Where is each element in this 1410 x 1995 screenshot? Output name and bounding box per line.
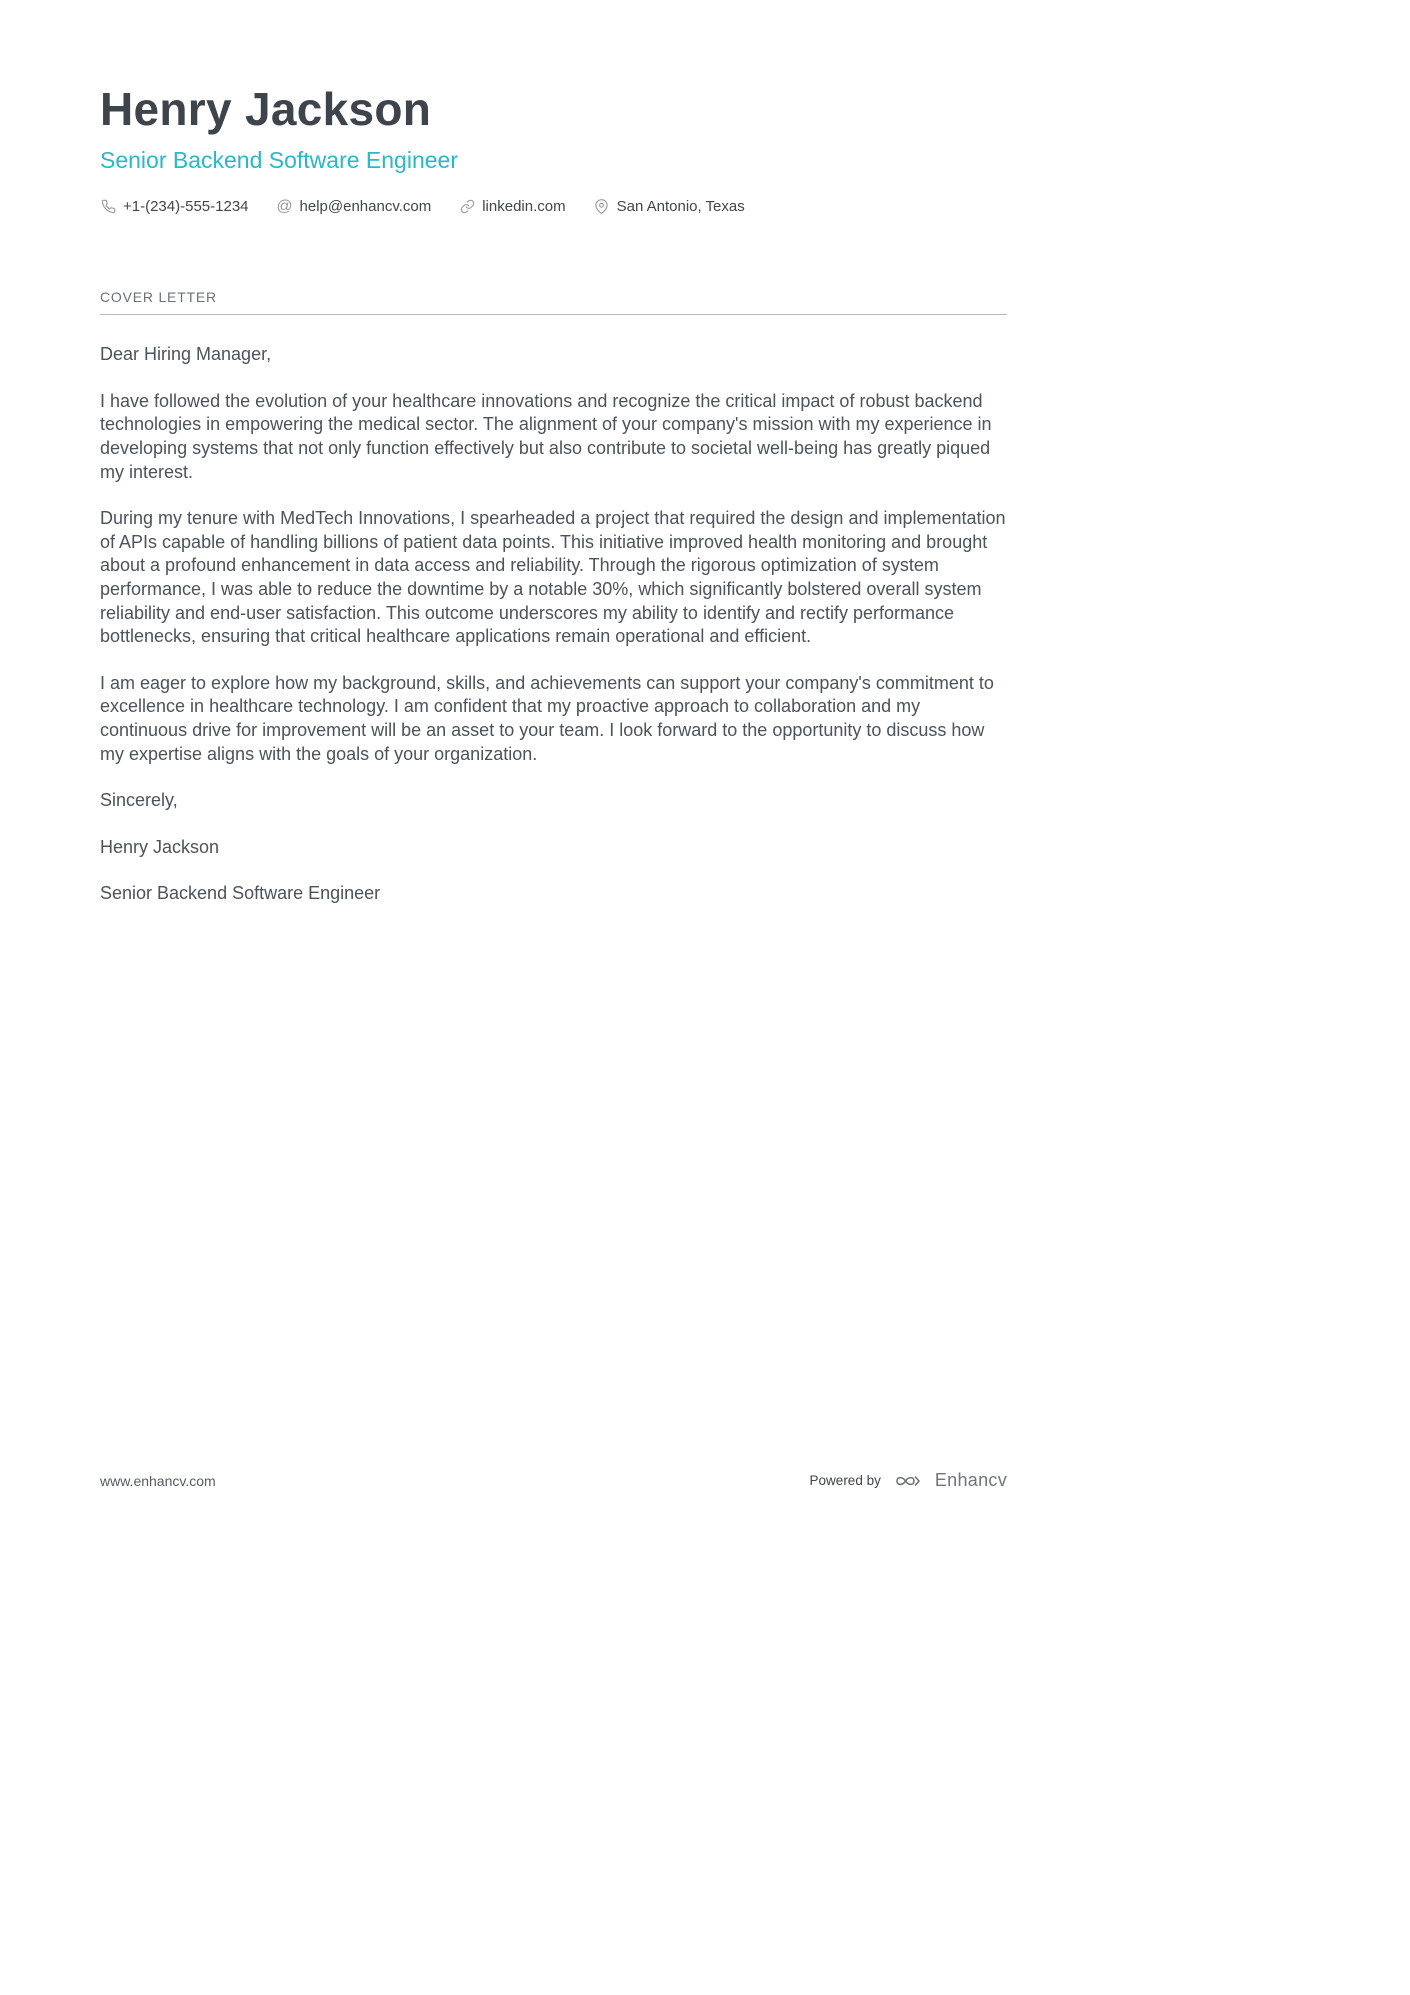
footer-website: www.enhancv.com [100,1472,216,1489]
person-name: Henry Jackson [100,83,432,135]
salutation: Dear Hiring Manager, [100,344,272,365]
contact-location [594,198,745,215]
contact-location-text: San Antonio, Texas [616,198,745,216]
paragraph-2: During my tenure with MedTech Innovations, I spearheaded a project that required the design and implementation of APIs capable of handling billions of patient data points. This initiative improved health monitoring and brought about a profound enhancement in data access and reliability. Through the rigorous optimization of system performance, I was able to reduce the downtime by a notable 30%, which significantly bolstered overall system reliability and end-user satisfaction. This outcome underscores my ability to identify and rectify performance bottlenecks, ensuring that critical healthcare applications remain operational and efficient. [100,508,1006,647]
contact-email-text: help@enhancv.com [299,198,432,216]
contact-email [277,198,432,215]
location-icon [594,199,610,215]
paragraph-3: I am eager to explore how my background, skills, and achievements can support your company's commitment to excellence in healthcare technology. I am confident that my proactive approach to collaboration and my continuous drive for improvement will be an asset to your team. I look forward to the opportunity to discuss how my expertise aligns with the goals of your organization. [100,672,994,764]
letter-content [100,84,1007,929]
enhancv-logo-icon [893,1471,923,1491]
closing: Sincerely, [100,790,178,811]
person-job-title: Senior Backend Software Engineer [100,146,458,173]
contact-row [100,198,1007,215]
brand-name: Enhancv [934,1470,1007,1490]
phone-icon [100,199,116,215]
contact-phone-text: +1-(234)-555-1234 [123,198,249,216]
section-label: COVER LETTER [100,289,217,306]
email-icon: @ [276,197,293,215]
powered-by-label: Powered by [809,1473,881,1488]
paragraph-1: I have followed the evolution of your healthcare innovations and recognize the critical impact of robust backend technologies in empowering the medical sector. The alignment of your company's mission with my experience in developing systems that not only function effectively but also contribute to societal well-being has greatly piqued my interest. [100,390,992,482]
contact-linkedin-text: linkedin.com [482,198,566,216]
page-footer [100,1470,1007,1491]
section-divider [100,314,1007,315]
contact-linkedin [459,198,565,215]
footer-branding [810,1470,1007,1491]
link-icon [459,199,475,215]
letter-body [100,343,1007,906]
signature-name: Henry Jackson [100,836,220,857]
cover-letter-section-header [100,289,1007,315]
signature-title: Senior Backend Software Engineer [100,883,381,904]
contact-phone [100,198,249,215]
